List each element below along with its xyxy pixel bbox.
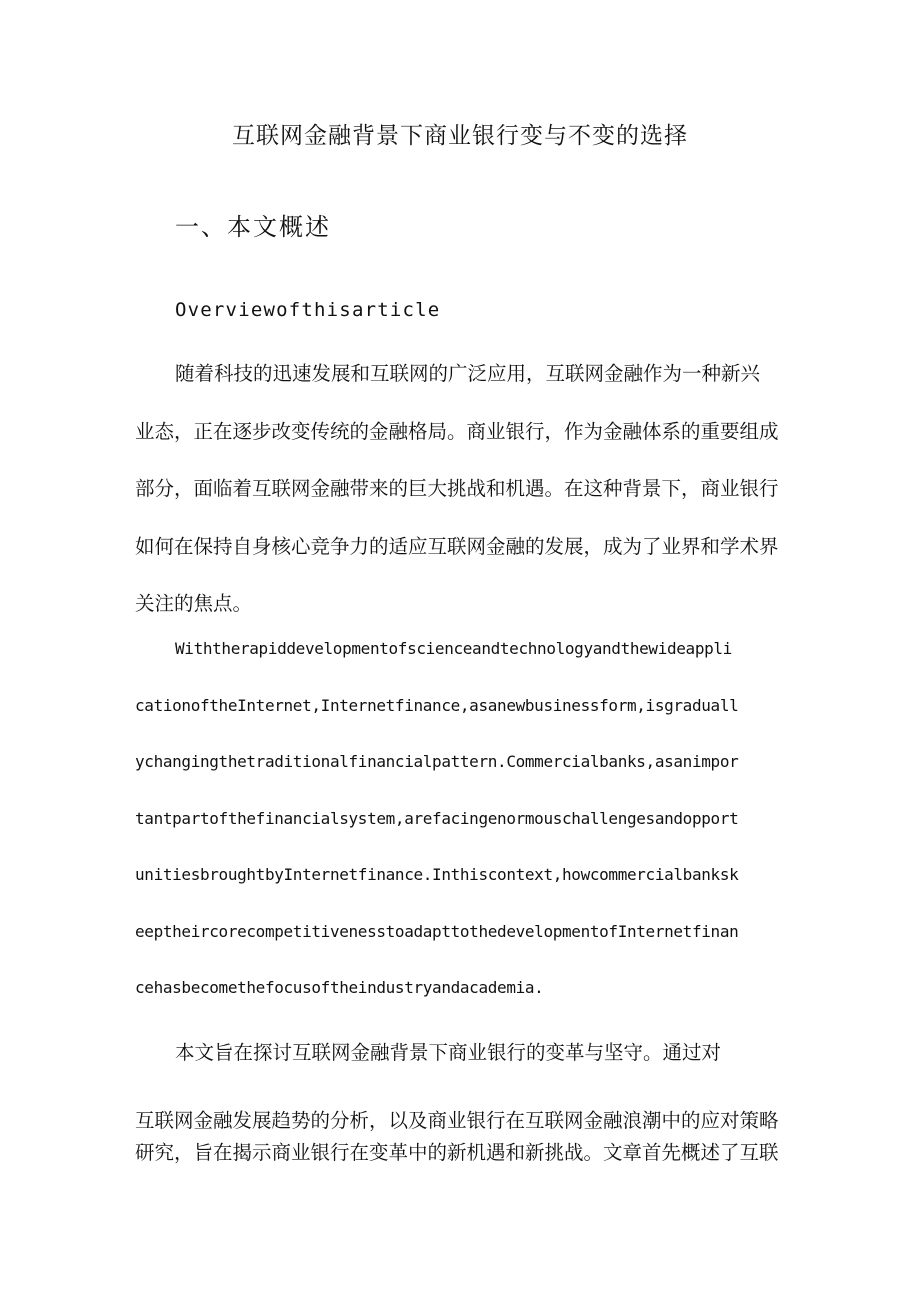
document-title: 互联网金融背景下商业银行变与不变的选择 <box>232 123 688 149</box>
text-line: 关注的焦点。 <box>135 592 253 615</box>
text-line: 业态，正在逐步改变传统的金融格局。商业银行，作为金融体系的重要组成 <box>135 419 779 443</box>
text-line: cehasbecomethefocusoftheindustryandacademia. <box>135 978 544 997</box>
english-heading: Overviewofthisarticle <box>175 299 441 321</box>
text-line: 研究，旨在揭示商业银行在变革中的新机遇和新挑战。文章首先概述了互联 <box>135 1141 779 1164</box>
text-line: eeptheircorecompetitivenesstoadapttothedevelopmentofInternetfinan <box>135 921 739 941</box>
paragraph-purpose-first-line: 本文旨在探讨互联网金融背景下商业银行的变革与坚守。通过对 <box>175 1041 722 1064</box>
text-line: 如何在保持自身核心竞争力的适应互联网金融的发展，成为了业界和学术界 <box>135 534 779 558</box>
paragraph-chinese-overview <box>135 345 790 633</box>
text-line: cationoftheInternet,Internetfinance,asanewbusinessform,isgraduall <box>135 695 739 715</box>
text-line: ychangingthetraditionalfinancialpattern.Commercialbanks,asanimpor <box>135 752 739 771</box>
text-line: unitiesbroughtbyInternetfinance.Inthiscontext,howcommercialbanksk <box>135 865 739 884</box>
section-heading: 一、本文概述 <box>175 213 331 241</box>
text-line: tantpartofthefinancialsystem,arefacingenormouschallengesandopport <box>135 808 739 828</box>
text-line: 互联网金融发展趋势的分析，以及商业银行在互联网金融浪潮中的应对策略 <box>135 1109 779 1132</box>
text-line: 随着科技的迅速发展和互联网的广泛应用，互联网金融作为一种新兴 <box>175 362 761 385</box>
text-line: 部分，面临着互联网金融带来的巨大挑战和机遇。在这种背景下，商业银行 <box>135 477 779 500</box>
text-line: Withtherapiddevelopmentofscienceandtechnologyandthewideappli <box>175 639 732 658</box>
paragraph-purpose-continued <box>135 1105 795 1169</box>
paragraph-english-overview <box>135 621 795 1017</box>
